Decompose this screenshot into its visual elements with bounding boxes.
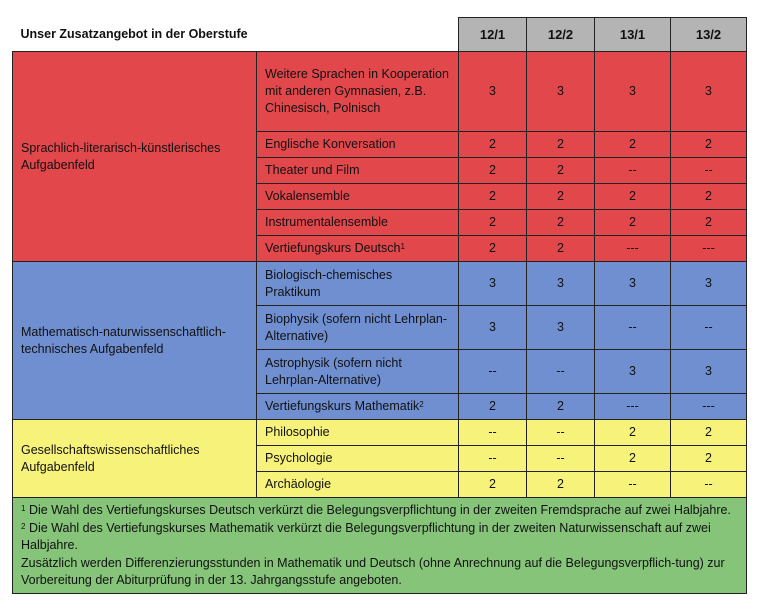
course-name [257, 158, 459, 184]
hours-cell: 3 [459, 306, 527, 350]
hours-cell: 2 [459, 132, 527, 158]
hours-cell: 2 [595, 420, 671, 446]
table-row [13, 52, 747, 132]
course-name [257, 262, 459, 306]
table-row [13, 420, 747, 446]
hours-cell: -- [527, 420, 595, 446]
hours-cell: 2 [459, 210, 527, 236]
table-body [13, 52, 747, 498]
hours-cell: 2 [527, 472, 595, 498]
course-label: Vokalensemble [265, 189, 350, 203]
hours-cell: 2 [459, 158, 527, 184]
course-label: Englische Konversation [265, 137, 396, 151]
course-label: Philosophie [265, 425, 330, 439]
footnote-mark: 1 [21, 504, 26, 513]
course-table [12, 17, 747, 594]
hours-cell: 2 [527, 236, 595, 262]
course-name [257, 394, 459, 420]
footnote-mark: 2 [21, 521, 26, 531]
course-table-container [12, 17, 746, 594]
hours-cell: -- [671, 306, 747, 350]
hours-cell: 2 [671, 132, 747, 158]
hours-cell: 3 [671, 350, 747, 394]
hours-cell: 2 [459, 394, 527, 420]
table-row [13, 262, 747, 306]
hours-cell: 2 [595, 210, 671, 236]
hours-cell: 3 [595, 262, 671, 306]
hours-cell: 3 [671, 52, 747, 132]
course-name [257, 236, 459, 262]
hours-cell: 2 [527, 184, 595, 210]
hours-cell: --- [671, 236, 747, 262]
hours-cell: 3 [527, 306, 595, 350]
column-header: 12/2 [527, 18, 595, 52]
hours-cell: 3 [459, 262, 527, 306]
course-label: Instrumentalensemble [265, 215, 388, 229]
hours-cell: 2 [595, 184, 671, 210]
hours-cell: 2 [671, 210, 747, 236]
hours-cell: -- [595, 472, 671, 498]
hours-cell: --- [595, 394, 671, 420]
hours-cell: 2 [459, 236, 527, 262]
hours-cell: 2 [459, 472, 527, 498]
hours-cell: -- [459, 350, 527, 394]
course-label: Vertiefungskurs Mathematik [265, 399, 420, 413]
hours-cell: 2 [671, 184, 747, 210]
hours-cell: -- [671, 158, 747, 184]
hours-cell: 3 [527, 262, 595, 306]
hours-cell: 3 [671, 262, 747, 306]
hours-cell: 2 [459, 184, 527, 210]
course-label: Theater und Film [265, 163, 360, 177]
footnote-marker: 1 [400, 242, 405, 251]
footnote-text: Die Wahl des Vertiefungskurses Mathematik verkürzt die Belegungsverpflichtung in der zweiten Naturwissenschaft auf zwei Halbjahre. [21, 520, 711, 552]
course-label: Astrophysik (sofern nicht Lehrplan-Alternative) [265, 355, 402, 387]
hours-cell: -- [595, 306, 671, 350]
hours-cell: 2 [527, 210, 595, 236]
course-label: Biologisch-chemisches Praktikum [265, 267, 393, 299]
hours-cell: 2 [527, 158, 595, 184]
course-name [257, 472, 459, 498]
course-name [257, 306, 459, 350]
hours-cell: 2 [595, 132, 671, 158]
hours-cell: -- [527, 350, 595, 394]
hours-cell: 2 [671, 420, 747, 446]
subject-area: Mathematisch-naturwissenschaftlich-technisches Aufgabenfeld [13, 262, 257, 420]
table-title: Unser Zusatzangebot in der Oberstufe [13, 18, 459, 52]
hours-cell: -- [527, 446, 595, 472]
course-name [257, 210, 459, 236]
hours-cell: -- [595, 158, 671, 184]
footnote [21, 502, 738, 520]
hours-cell: 2 [527, 394, 595, 420]
course-name [257, 184, 459, 210]
hours-cell: -- [671, 472, 747, 498]
hours-cell: -- [459, 420, 527, 446]
hours-cell: 2 [595, 446, 671, 472]
hours-cell: 2 [671, 446, 747, 472]
hours-cell: 3 [527, 52, 595, 132]
hours-cell: --- [595, 236, 671, 262]
column-header: 12/1 [459, 18, 527, 52]
course-label: Vertiefungskurs Deutsch [265, 241, 401, 255]
course-name [257, 132, 459, 158]
hours-cell: --- [671, 394, 747, 420]
footnote-marker: 2 [419, 400, 424, 409]
course-name [257, 446, 459, 472]
hours-cell: 3 [595, 52, 671, 132]
course-label: Biophysik (sofern nicht Lehrplan-Alternative) [265, 311, 448, 343]
course-name [257, 420, 459, 446]
footnotes [13, 498, 747, 594]
footnote [21, 555, 738, 590]
subject-area: Sprachlich-literarisch-künstlerisches Aufgabenfeld [13, 52, 257, 262]
course-label: Weitere Sprachen in Kooperation mit anderen Gymnasien, z.B. Chinesisch, Polnisch [265, 67, 449, 115]
subject-area: Gesellschaftswissenschaftliches Aufgabenfeld [13, 420, 257, 498]
hours-cell: -- [459, 446, 527, 472]
footnote [21, 520, 738, 555]
hours-cell: 2 [527, 132, 595, 158]
course-label: Psychologie [265, 451, 333, 465]
column-header: 13/1 [595, 18, 671, 52]
course-label: Archäologie [265, 477, 332, 491]
course-name [257, 52, 459, 132]
footnote-row [13, 498, 747, 594]
footnote-text: Zusätzlich werden Differenzierungsstunden in Mathematik und Deutsch (ohne Anrechnung auf die Belegungsverpflich-tung) zur Vorbereitung der Abiturprüfung in der 13. Jahrgangsstufe angeboten. [21, 555, 725, 587]
hours-cell: 3 [459, 52, 527, 132]
column-header: 13/2 [671, 18, 747, 52]
header-row [13, 18, 747, 52]
hours-cell: 3 [595, 350, 671, 394]
course-name [257, 350, 459, 394]
footnote-text: Die Wahl des Vertiefungskurses Deutsch verkürzt die Belegungsverpflichtung in der zweiten Fremdsprache auf zwei Halbjahre. [28, 503, 731, 517]
